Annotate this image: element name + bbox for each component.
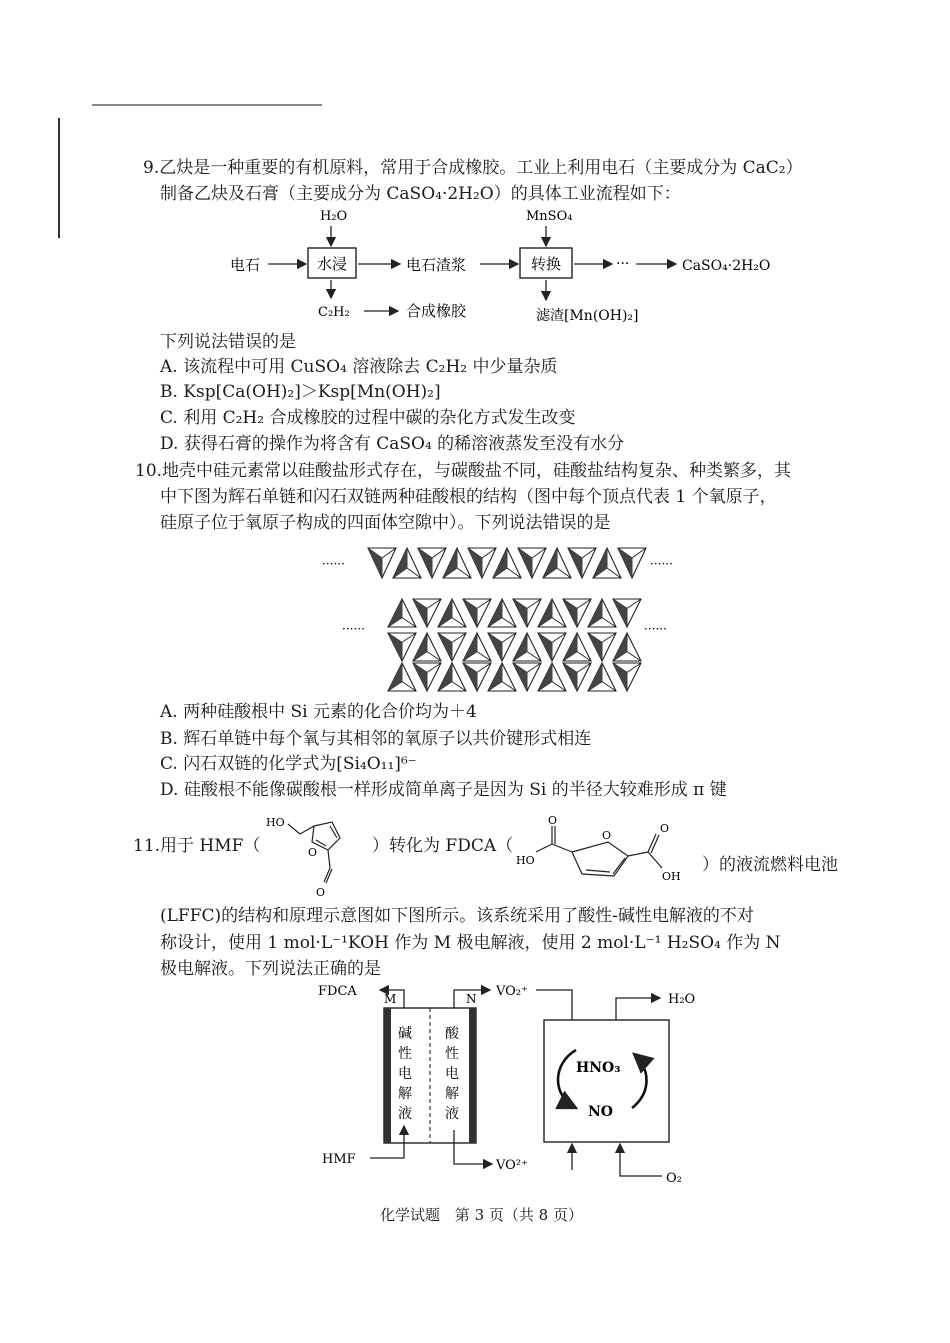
q9-flow-mnso4: MnSO₄ — [526, 209, 573, 224]
q11-flow-cell-diagram — [300, 980, 720, 1195]
q9-flow-product: CaSO₄·2H₂O — [682, 258, 771, 274]
scan-top-line — [92, 104, 322, 106]
q10-option-b: B. 辉石单链中每个氧与其相邻的氧原子以共价键形式相连 — [160, 729, 592, 749]
q11-stem-line4: 极电解液。下列说法正确的是 — [160, 959, 381, 979]
alkaline-char-1: 碱 — [398, 1026, 412, 1042]
acidic-char-1: 酸 — [445, 1026, 459, 1042]
cell-o2-label: O₂ — [666, 1171, 682, 1186]
q9-question: 下列说法错误的是 — [160, 332, 296, 352]
q9-stem-line2: 制备乙炔及石膏（主要成分为 CaSO₄·2H₂O）的具体工业流程如下： — [160, 184, 681, 204]
q9-flow-residue: 滤渣[Mn(OH)₂] — [536, 308, 639, 324]
q9-flow-step1: 水浸 — [317, 255, 348, 273]
footer-subject: 化学试题 — [380, 1206, 441, 1224]
acidic-char-3: 电 — [445, 1066, 459, 1082]
q10-option-a: A. 两种硅酸根中 Si 元素的化合价均为＋4 — [160, 702, 477, 722]
q11-stem-line2: (LFFC)的结构和原理示意图如下图所示。该系统采用了酸性-碱性电解液的不对 — [160, 906, 754, 926]
cell-vo2-plus-top: VO₂⁺ — [496, 984, 528, 999]
acidic-char-2: 性 — [445, 1046, 459, 1062]
fdca-right-o-label: O — [660, 822, 670, 835]
q11-text-a: 用于 HMF（ — [160, 836, 261, 856]
cell-no-label: NO — [588, 1104, 613, 1120]
q10-stem-line1: 10.地壳中硅元素常以硅酸盐形式存在，与碳酸盐不同，硅酸盐结构复杂、种类繁多，其 — [135, 461, 792, 481]
q10-option-c: C. 闪石双链的化学式为[Si₄O₁₁]⁶⁻ — [160, 754, 417, 774]
hmf-ring-o-label: O — [308, 846, 318, 859]
q10-double-chain-right-dots: ······ — [644, 622, 667, 636]
q10-silicate-diagram — [320, 535, 700, 700]
fdca-right-oh-label: OH — [662, 870, 681, 883]
fdca-left-ho-label: HO — [516, 854, 535, 867]
q10-single-chain-right-dots: ······ — [650, 557, 673, 571]
alkaline-char-2: 性 — [398, 1046, 412, 1062]
cell-fdca-label: FDCA — [318, 984, 357, 999]
q9-flow-rubber: 合成橡胶 — [406, 302, 467, 320]
scan-edge-line — [58, 118, 60, 238]
q9-flow-slurry: 电石渣浆 — [406, 256, 467, 274]
q9-flow-h2o: H₂O — [320, 209, 348, 224]
q9-option-d: D. 获得石膏的操作为将含有 CaSO₄ 的稀溶液蒸发至没有水分 — [160, 434, 625, 454]
q9-flow-c2h2: C₂H₂ — [318, 305, 350, 320]
regeneration-reactor — [544, 1020, 669, 1142]
q9-option-b: B. Ksp[Ca(OH)₂]＞Ksp[Mn(OH)₂] — [160, 382, 441, 402]
fdca-structure — [516, 812, 706, 900]
cell-hmf-label: HMF — [322, 1152, 356, 1167]
q9-flow-ellipsis: ··· — [616, 256, 630, 272]
alkaline-char-3: 电 — [398, 1066, 412, 1082]
n-electrode — [469, 1008, 476, 1143]
fdca-top-o-label: O — [548, 814, 558, 827]
cell-n-label: N — [466, 992, 477, 1006]
q11-text-b: ）转化为 FDCA（ — [372, 836, 514, 856]
q11-number: 11. — [133, 836, 161, 856]
cell-vo2-2plus-bottom: VO²⁺ — [496, 1158, 528, 1173]
acidic-char-5: 液 — [445, 1106, 459, 1122]
cell-m-label: M — [384, 992, 397, 1006]
q9-flow-diagram — [200, 200, 820, 330]
silicate-chains — [368, 548, 646, 691]
q9-flow-input: 电石 — [230, 256, 261, 274]
q9-option-c: C. 利用 C₂H₂ 合成橡胶的过程中碳的杂化方式发生改变 — [160, 408, 576, 428]
q11-text-c: ）的液流燃料电池 — [702, 855, 838, 875]
q10-double-chain-left-dots: ······ — [342, 622, 365, 636]
q9-option-a: A. 该流程中可用 CuSO₄ 溶液除去 C₂H₂ 中少量杂质 — [160, 357, 558, 377]
cell-h2o-label: H₂O — [668, 992, 696, 1007]
q9-flow-step2: 转换 — [531, 255, 562, 273]
q10-stem-line3: 硅原子位于氧原子构成的四面体空隙中）。下列说法错误的是 — [160, 513, 611, 533]
footer-page: 第 3 页（共 8 页） — [454, 1206, 583, 1224]
alkaline-char-4: 解 — [398, 1086, 412, 1102]
q9-number: 9. — [143, 158, 160, 178]
acidic-char-4: 解 — [445, 1086, 459, 1102]
q11-stem-line3: 称设计，使用 1 mol·L⁻¹KOH 作为 M 极电解液，使用 2 mol·L⁻¹ H₂SO₄ 作为 N — [160, 933, 781, 953]
m-electrode — [384, 1008, 391, 1143]
alkaline-char-5: 液 — [398, 1106, 412, 1122]
q10-single-chain-left-dots: ······ — [322, 557, 345, 571]
cell-hno3-label: HNO₃ — [576, 1060, 621, 1076]
fdca-ring-o-label: O — [602, 829, 612, 842]
q10-option-d: D. 硅酸根不能像碳酸根一样形成简单离子是因为 Si 的半径大较难形成 π 键 — [160, 780, 727, 800]
footer — [380, 1203, 583, 1227]
hmf-structure — [262, 812, 372, 902]
hmf-aldehyde-o-label: O — [316, 886, 326, 899]
hmf-ho-label: HO — [266, 816, 285, 829]
q9-stem-line1: 9.乙炔是一种重要的有机原料，常用于合成橡胶。工业上利用电石（主要成分为 CaC₂） — [143, 158, 803, 178]
q10-stem-line2: 中下图为辉石单链和闪石双链两种硅酸根的结构（图中每个顶点代表 1 个氧原子， — [160, 487, 777, 507]
q10-number: 10. — [135, 461, 163, 481]
